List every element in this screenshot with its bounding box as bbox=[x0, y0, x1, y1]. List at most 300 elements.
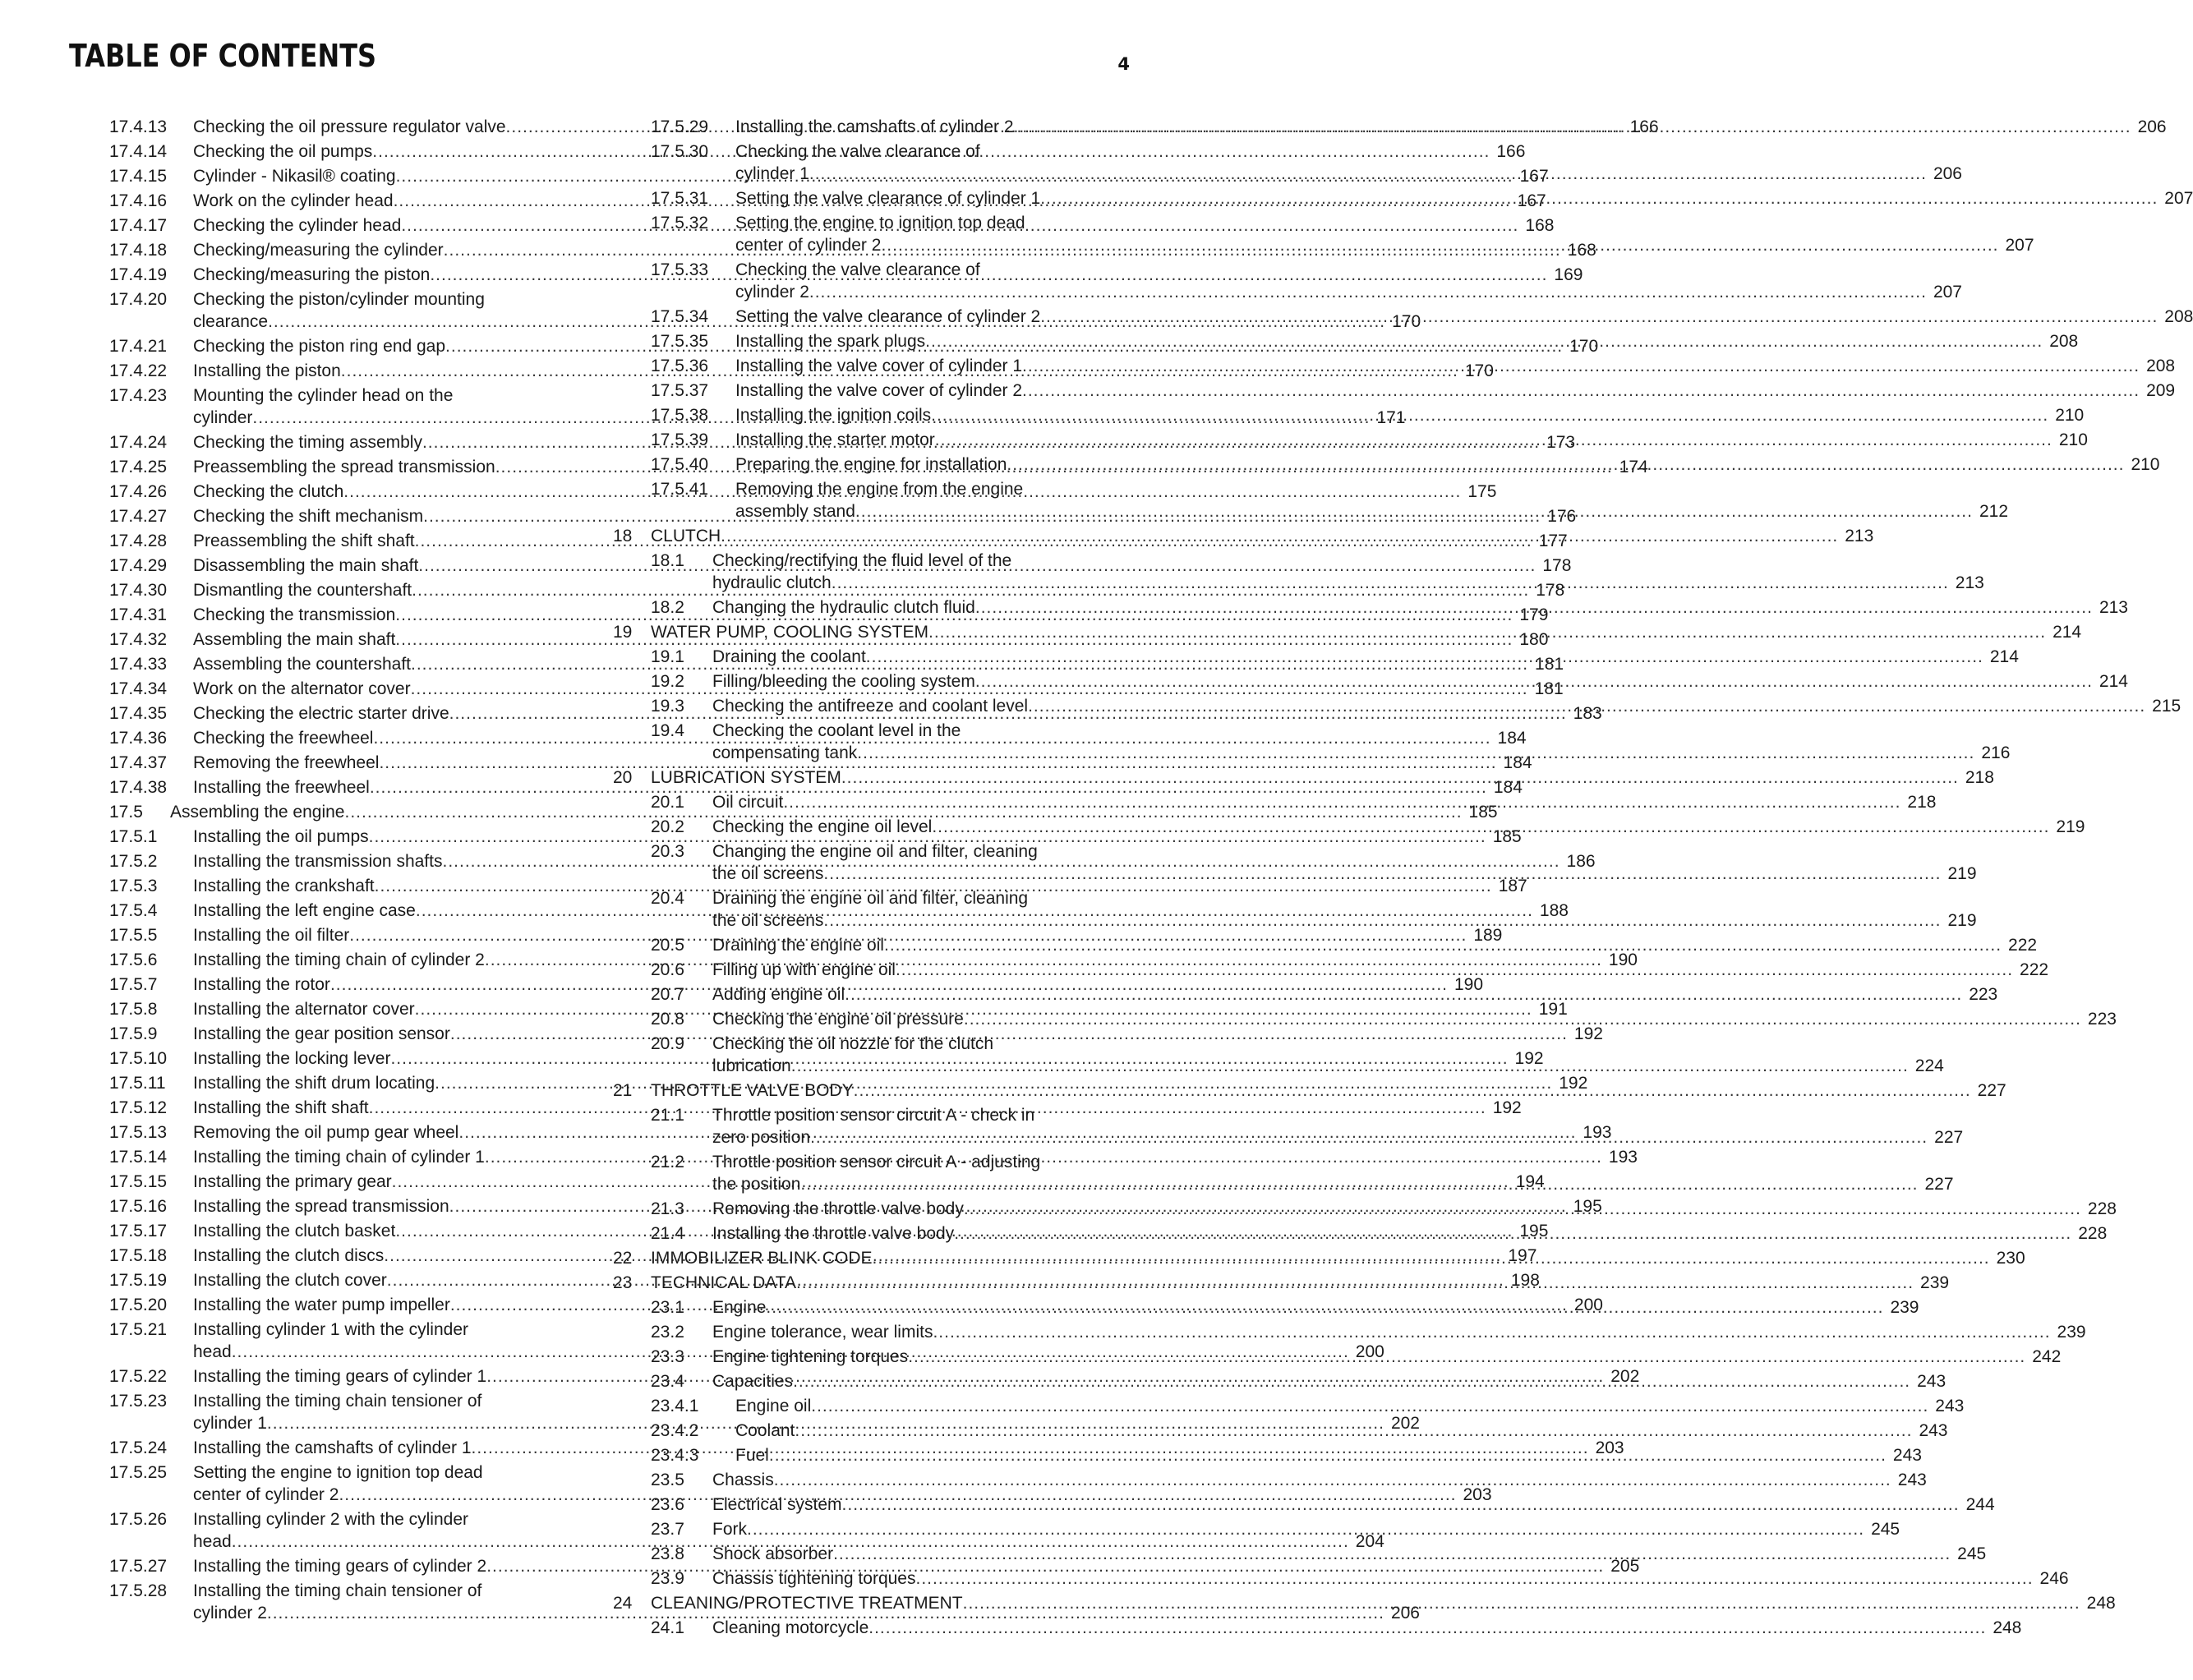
toc-entry-row bbox=[735, 1394, 1965, 1419]
toc-entry-number: 23.9 bbox=[651, 1569, 684, 1588]
toc-entry-number: 17.5.1 bbox=[109, 827, 158, 846]
toc-entry-row bbox=[712, 1320, 2086, 1345]
dot-leader bbox=[925, 329, 2043, 354]
toc-entry-page: 219 bbox=[1947, 911, 1977, 930]
toc-entry-number: 17.4.13 bbox=[109, 117, 168, 136]
toc-entry-title: Installing the left engine case bbox=[193, 901, 416, 920]
dot-leader bbox=[954, 1222, 2071, 1246]
toc-entry-page: 243 bbox=[1897, 1471, 1927, 1489]
toc-entry-title: Installing the throttle valve body bbox=[712, 1224, 955, 1243]
toc-entry-page: 248 bbox=[2086, 1594, 2116, 1613]
toc-entry-title-line: Setting the engine to ignition top dead bbox=[193, 1463, 483, 1482]
toc-entry-page: 239 bbox=[1920, 1273, 1950, 1292]
toc-entry-title-line: Throttle position sensor circuit A - adjusting bbox=[712, 1153, 1041, 1171]
toc-entry-number: 17.5.21 bbox=[109, 1320, 168, 1339]
toc-entry-page: 213 bbox=[1845, 527, 1874, 545]
toc-entry-page: 178 bbox=[1536, 581, 1565, 600]
toc-entry-number: 17.5.5 bbox=[109, 926, 158, 945]
toc-entry-body bbox=[735, 379, 2176, 403]
toc-entry[interactable] bbox=[613, 1394, 1965, 1419]
toc-entry-number: 17.5.39 bbox=[651, 430, 709, 449]
toc-entry-number: 17.5.19 bbox=[109, 1271, 168, 1290]
toc-entry-title-line: Throttle position sensor circuit A - check in bbox=[712, 1106, 1035, 1125]
toc-entry-title: Disassembling the main shaft bbox=[193, 556, 419, 575]
toc-entry-page: 169 bbox=[1554, 265, 1583, 284]
toc-entry-title: Removing the freewheel bbox=[193, 753, 380, 772]
toc-entry-page: 219 bbox=[1947, 864, 1977, 883]
toc-entry-title: Installing the water pump impeller bbox=[193, 1296, 450, 1314]
toc-entry-number: 18 bbox=[613, 527, 633, 545]
toc-entry-number: 17.5.37 bbox=[651, 381, 709, 400]
toc-entry-page: 167 bbox=[1517, 191, 1546, 210]
toc-entry-number: 17.4.34 bbox=[109, 679, 168, 698]
toc-entry-page: 204 bbox=[1355, 1532, 1384, 1551]
toc-entry-page: 218 bbox=[1907, 793, 1937, 812]
toc-entry[interactable] bbox=[613, 379, 2176, 403]
toc-entry-number: 17.4.29 bbox=[109, 556, 168, 575]
toc-entry-title: Electrical system bbox=[712, 1495, 842, 1514]
toc-entry-page: 192 bbox=[1573, 1024, 1603, 1043]
dot-leader bbox=[1022, 379, 2140, 403]
toc-entry-number: 21.1 bbox=[651, 1106, 684, 1125]
toc-entry-page: 222 bbox=[2008, 936, 2038, 955]
toc-entry-title: cylinder 1 bbox=[735, 164, 809, 183]
toc-entry-page: 243 bbox=[1935, 1397, 1965, 1415]
toc-entry-number: 17.5.13 bbox=[109, 1123, 168, 1142]
toc-entry-title: IMMOBILIZER BLINK CODE bbox=[651, 1249, 873, 1268]
toc-entry-title: Installing the timing chain of cylinder 2 bbox=[193, 950, 485, 969]
dot-leader bbox=[747, 1517, 1864, 1542]
toc-entry-title: Capacities bbox=[712, 1372, 794, 1391]
toc-entry-page: 187 bbox=[1498, 877, 1527, 895]
dot-leader bbox=[935, 428, 2052, 453]
toc-entry-page: 230 bbox=[1996, 1249, 2025, 1268]
toc-entry-row bbox=[735, 379, 2176, 403]
toc-entry-number: 17.4.21 bbox=[109, 337, 168, 356]
toc-entry-title: Coolant bbox=[735, 1421, 795, 1440]
toc-entry-page: 190 bbox=[1608, 950, 1638, 969]
toc-entry-title: Installing the spread transmission bbox=[193, 1197, 449, 1216]
dot-leader bbox=[932, 815, 2049, 840]
dot-leader bbox=[845, 983, 1962, 1007]
toc-entry-title: zero position bbox=[712, 1128, 811, 1147]
toc-entry-body bbox=[735, 1394, 1965, 1419]
page-number: 4 bbox=[1117, 54, 1130, 74]
toc-entry-page: 209 bbox=[2146, 381, 2176, 400]
toc-entry-number: 20.5 bbox=[651, 936, 684, 955]
toc-entry-title-line: Checking/rectifying the fluid level of the bbox=[712, 551, 1012, 570]
toc-entry-title: Removing the throttle valve body bbox=[712, 1199, 964, 1218]
toc-entry-page: 179 bbox=[1519, 605, 1549, 624]
toc-entry-title: TECHNICAL DATA bbox=[651, 1273, 796, 1292]
toc-entry-title: cylinder 2 bbox=[193, 1604, 267, 1622]
toc-entry-page: 203 bbox=[1463, 1485, 1492, 1504]
toc-entry-number: 17.4.37 bbox=[109, 753, 168, 772]
toc-entry-title: hydraulic clutch bbox=[712, 573, 832, 592]
dot-leader bbox=[1014, 115, 2131, 140]
toc-entry-page: 218 bbox=[1965, 768, 1994, 787]
toc-entry-number: 19.3 bbox=[651, 697, 684, 716]
toc-entry-number: 17.4.20 bbox=[109, 290, 168, 309]
toc-entry-number: 17.5.27 bbox=[109, 1557, 168, 1576]
toc-entry-number: 17.5.40 bbox=[651, 455, 709, 474]
toc-entry-page: 200 bbox=[1355, 1342, 1384, 1361]
dot-leader bbox=[857, 741, 1974, 766]
toc-entry-page: 193 bbox=[1583, 1123, 1612, 1142]
toc-entry-title: head bbox=[193, 1342, 232, 1361]
toc-entry-number: 22 bbox=[613, 1249, 633, 1268]
dot-leader bbox=[963, 1591, 2080, 1616]
toc-entry-number: 20.6 bbox=[651, 960, 684, 979]
toc-entry-title-line: Checking the valve clearance of bbox=[735, 142, 980, 161]
dot-leader bbox=[769, 1443, 1887, 1468]
toc-entry-number: 20.4 bbox=[651, 889, 684, 908]
toc-entry-page: 191 bbox=[1538, 1000, 1568, 1019]
toc-entry-body bbox=[712, 1616, 2022, 1641]
toc-entry-title-line: Setting the engine to ignition top dead bbox=[735, 214, 1025, 232]
toc-entry-title-line: Checking the oil nozzle for the clutch bbox=[712, 1034, 994, 1053]
dot-leader bbox=[796, 1271, 1914, 1296]
dot-leader bbox=[774, 1468, 1891, 1493]
toc-entry-page: 227 bbox=[1977, 1081, 2006, 1100]
toc-entry-title: Installing the oil pumps bbox=[193, 827, 369, 846]
toc-entry-page: 214 bbox=[1989, 647, 2019, 666]
toc-entry-title: CLEANING/PROTECTIVE TREATMENT bbox=[651, 1594, 963, 1613]
toc-entry-number: 20.1 bbox=[651, 793, 684, 812]
toc-entry-title: Shock absorber bbox=[712, 1544, 834, 1563]
toc-entry-number: 20.9 bbox=[651, 1034, 684, 1053]
toc-entry-page: 166 bbox=[1496, 142, 1526, 161]
toc-entry-title: Installing the rotor bbox=[193, 975, 330, 994]
toc-entry-title: Draining the engine oil bbox=[712, 936, 884, 955]
toc-entry-number: 17.4.22 bbox=[109, 361, 168, 380]
toc-entry-title: Installing the freewheel bbox=[193, 778, 370, 797]
dot-leader bbox=[721, 524, 1838, 549]
toc-entry-page: 168 bbox=[1567, 241, 1596, 260]
toc-entry-page: 200 bbox=[1573, 1296, 1603, 1314]
toc-entry-number: 17.5.22 bbox=[109, 1367, 168, 1386]
toc-entry-number: 17.4.28 bbox=[109, 532, 168, 550]
toc-entry-title: Assembling the engine bbox=[170, 803, 345, 822]
toc-entry-title: Installing the valve cover of cylinder 1 bbox=[735, 357, 1023, 375]
toc-entry-page: 207 bbox=[2005, 236, 2034, 255]
toc-entry-title: Checking/measuring the cylinder bbox=[193, 241, 444, 260]
toc-entry-page: 242 bbox=[2032, 1347, 2062, 1366]
toc-entry-title: Installing the clutch basket bbox=[193, 1222, 396, 1240]
toc-entry-title-line: Draining the engine oil and filter, cleaning bbox=[712, 889, 1029, 908]
dot-leader bbox=[928, 620, 2046, 645]
toc-entry-page: 219 bbox=[2056, 817, 2085, 836]
toc-entry-title-line: Changing the engine oil and filter, cleaning bbox=[712, 842, 1038, 861]
toc-entry-number: 17.5 bbox=[109, 803, 143, 822]
toc-entry-page: 205 bbox=[1610, 1557, 1640, 1576]
toc-entry-page: 193 bbox=[1608, 1148, 1638, 1167]
toc-entry-title: CLUTCH bbox=[651, 527, 721, 545]
toc-entry-title: Installing the starter motor bbox=[735, 430, 935, 449]
dot-leader bbox=[873, 1246, 1990, 1271]
dot-leader bbox=[832, 571, 1949, 596]
toc-entry-title: Setting the valve clearance of cylinder 2 bbox=[735, 307, 1041, 326]
toc-entry-title: Installing the clutch discs bbox=[193, 1246, 385, 1265]
toc-entry-number: 23.4.1 bbox=[651, 1397, 699, 1415]
toc-entry-page: 210 bbox=[2058, 430, 2088, 449]
toc-entry-title-line: Installing the timing chain tensioner of bbox=[193, 1581, 482, 1600]
toc-entry-number: 17.5.30 bbox=[651, 142, 709, 161]
toc-entry-number: 17.4.35 bbox=[109, 704, 168, 723]
toc-entry-page: 223 bbox=[1969, 985, 1998, 1004]
toc-entry-title: the oil screens bbox=[712, 864, 824, 883]
toc-entry-title: clearance bbox=[193, 312, 269, 331]
toc-entry-number: 17.4.27 bbox=[109, 507, 168, 526]
toc-entry-number: 17.4.19 bbox=[109, 265, 168, 284]
toc-entry-page: 214 bbox=[2052, 623, 2082, 642]
toc-entry-title: Installing the shift shaft bbox=[193, 1098, 369, 1117]
toc-entry-title: Checking the engine oil level bbox=[712, 817, 933, 836]
toc-entry-number: 17.5.34 bbox=[651, 307, 709, 326]
toc-entry-title-line: Removing the engine from the engine bbox=[735, 480, 1024, 499]
dot-leader bbox=[881, 233, 1998, 258]
toc-entry-title: assembly stand bbox=[735, 502, 855, 521]
toc-entry-title: Cylinder - Nikasil® coating bbox=[193, 167, 396, 186]
toc-entry-row bbox=[712, 1616, 2022, 1641]
toc-entry-title: Installing the oil filter bbox=[193, 926, 350, 945]
toc-entry-title: Engine tolerance, wear limits bbox=[712, 1323, 933, 1342]
toc-entry-page: 185 bbox=[1468, 803, 1498, 822]
toc-entry-number: 17.5.25 bbox=[109, 1463, 168, 1482]
toc-entry-number: 17.5.24 bbox=[109, 1438, 168, 1457]
toc-entry-title: Chassis tightening torques bbox=[712, 1569, 916, 1588]
toc-entry-title: Installing the ignition coils bbox=[735, 406, 932, 425]
dot-leader bbox=[823, 909, 1941, 933]
toc-entry-title: cylinder 1 bbox=[193, 1414, 267, 1433]
toc-entry-page: 207 bbox=[1933, 283, 1962, 301]
toc-entry-title: Installing the timing gears of cylinder 1 bbox=[193, 1367, 487, 1386]
dot-leader bbox=[810, 1125, 1928, 1150]
toc-entry-page: 213 bbox=[2099, 598, 2128, 617]
toc-entry-number: 23.4.2 bbox=[651, 1421, 699, 1440]
dot-leader bbox=[841, 766, 1959, 790]
dot-leader bbox=[1028, 694, 2145, 719]
toc-entry-number: 17.5.6 bbox=[109, 950, 158, 969]
toc-entry-number: 19.1 bbox=[651, 647, 684, 666]
dot-leader bbox=[823, 862, 1941, 886]
toc-entry-title: the position bbox=[712, 1175, 801, 1194]
toc-entry-title: Installing the crankshaft bbox=[193, 877, 375, 895]
dot-leader bbox=[783, 790, 1900, 815]
dot-leader bbox=[964, 1007, 2081, 1032]
toc-entry-page: 224 bbox=[1914, 1056, 1944, 1075]
dot-leader bbox=[1040, 186, 2158, 211]
toc-entry-number: 21 bbox=[613, 1081, 633, 1100]
dot-leader bbox=[931, 403, 2048, 428]
toc-entry-number: 23.8 bbox=[651, 1544, 684, 1563]
toc-entry-number: 23.4 bbox=[651, 1372, 684, 1391]
dot-leader bbox=[964, 1197, 2081, 1222]
toc-entry-page: 208 bbox=[2146, 357, 2176, 375]
toc-entry-page: 244 bbox=[1965, 1495, 1995, 1514]
toc-entry-number: 23 bbox=[613, 1273, 633, 1292]
toc-entry-number: 17.5.35 bbox=[651, 332, 709, 351]
toc-entry-title: compensating tank bbox=[712, 743, 858, 762]
toc-entry-page: 170 bbox=[1569, 337, 1599, 356]
toc-entry-title: Engine bbox=[712, 1298, 767, 1317]
toc-entry[interactable] bbox=[613, 1567, 2069, 1591]
toc-entry-title: Installing the timing chain of cylinder 1 bbox=[193, 1148, 485, 1167]
dot-leader bbox=[975, 596, 2093, 620]
toc-entry-number: 17.5.9 bbox=[109, 1024, 158, 1043]
toc-entry-title: Filling up with engine oil bbox=[712, 960, 896, 979]
toc-entry-title: Assembling the main shaft bbox=[193, 630, 396, 649]
toc-entry-title: cylinder bbox=[193, 408, 253, 427]
toc-entry-number: 19.2 bbox=[651, 672, 684, 691]
toc-entry-page: 210 bbox=[2131, 455, 2160, 474]
toc-entry-page: 195 bbox=[1573, 1197, 1602, 1216]
toc-entry-number: 17.5.17 bbox=[109, 1222, 168, 1240]
toc-entry-page: 166 bbox=[1629, 117, 1659, 136]
toc-entry-page: 228 bbox=[2087, 1199, 2117, 1218]
toc-entry-page: 181 bbox=[1534, 679, 1564, 698]
toc-entry-page: 245 bbox=[1957, 1544, 1987, 1563]
toc-entry-title: Installing the valve cover of cylinder 2 bbox=[735, 381, 1023, 400]
toc-entry-page: 208 bbox=[2049, 332, 2079, 351]
toc-entry-page: 181 bbox=[1535, 655, 1564, 674]
toc-entry-title: Checking the freewheel bbox=[193, 729, 374, 748]
toc-entry-page: 184 bbox=[1503, 753, 1532, 772]
toc-entry-title: center of cylinder 2 bbox=[735, 236, 882, 255]
toc-entry-page: 170 bbox=[1464, 361, 1494, 380]
toc-entry-page: 192 bbox=[1559, 1074, 1588, 1093]
toc-entry-title: Fork bbox=[712, 1520, 747, 1539]
toc-entry-number: 17.5.7 bbox=[109, 975, 158, 994]
toc-entry-title: Checking the electric starter drive bbox=[193, 704, 449, 723]
toc-entry-page: 195 bbox=[1519, 1222, 1549, 1240]
toc-entry-page: 192 bbox=[1514, 1049, 1544, 1068]
toc-entry-number: 17.4.36 bbox=[109, 729, 168, 748]
toc-entry-page: 239 bbox=[2057, 1323, 2086, 1342]
toc-entry-number: 23.5 bbox=[651, 1471, 684, 1489]
toc-entry-title: Adding engine oil bbox=[712, 985, 845, 1004]
toc-entry-number: 17.5.26 bbox=[109, 1510, 168, 1529]
toc-entry-number: 17.5.8 bbox=[109, 1000, 158, 1019]
toc-entry-title: Installing the alternator cover bbox=[193, 1000, 415, 1019]
toc-entry-title: THROTTLE VALVE BODY bbox=[651, 1081, 854, 1100]
toc-entry-number: 17.5.16 bbox=[109, 1197, 168, 1216]
toc-entry-page: 202 bbox=[1390, 1414, 1420, 1433]
toc-entry-title: Preassembling the spread transmission bbox=[193, 458, 495, 476]
toc-entry-title: Installing the transmission shafts bbox=[193, 852, 443, 871]
toc-entry-page: 215 bbox=[2152, 697, 2181, 716]
toc-entry-title-line: Installing the timing chain tensioner of bbox=[193, 1392, 482, 1411]
dot-leader bbox=[896, 958, 2013, 983]
toc-entry-page: 173 bbox=[1546, 433, 1576, 452]
toc-entry-title: Checking/measuring the piston bbox=[193, 265, 431, 284]
toc-entry-title-line: Installing cylinder 2 with the cylinder bbox=[193, 1510, 468, 1529]
toc-entry-number: 17.5.10 bbox=[109, 1049, 168, 1068]
toc-entry-page: 184 bbox=[1493, 778, 1523, 797]
toc-entry-title: Checking the timing assembly bbox=[193, 433, 422, 452]
toc-entry-title: Cleaning motorcycle bbox=[712, 1618, 869, 1637]
toc-entry-title: Installing the piston bbox=[193, 361, 341, 380]
toc-entry-title: Assembling the countershaft bbox=[193, 655, 411, 674]
toc-entry-number: 17.5.32 bbox=[651, 214, 709, 232]
toc-entry-page: 175 bbox=[1467, 482, 1497, 501]
toc-entry-title: Installing the shift drum locating bbox=[193, 1074, 435, 1093]
toc-entry-title: Oil circuit bbox=[712, 793, 784, 812]
toc-entry-page: 171 bbox=[1376, 408, 1406, 427]
toc-entry-number: 17.5.36 bbox=[651, 357, 709, 375]
toc-entry-number: 23.2 bbox=[651, 1323, 684, 1342]
toc-entry-number: 24 bbox=[613, 1594, 633, 1613]
toc-entry-number: 17.5.11 bbox=[109, 1074, 166, 1093]
toc-entry-number: 17.5.12 bbox=[109, 1098, 168, 1117]
toc-entry-number: 20 bbox=[613, 768, 633, 787]
dot-leader bbox=[791, 1054, 1909, 1079]
dot-leader bbox=[1007, 453, 2124, 477]
toc-entry-number: 17.5.18 bbox=[109, 1246, 168, 1265]
toc-entry-page: 245 bbox=[1871, 1520, 1900, 1539]
toc-entry-title: Work on the cylinder head bbox=[193, 191, 394, 210]
toc-entry-row bbox=[712, 1468, 1927, 1493]
toc-entry-title-line: Installing cylinder 1 with the cylinder bbox=[193, 1320, 468, 1339]
toc-entry-title-line: Checking the coolant level in the bbox=[712, 721, 961, 740]
toc-entry[interactable] bbox=[613, 1468, 1927, 1493]
toc-entry-page: 197 bbox=[1508, 1246, 1537, 1265]
toc-entry-page: 183 bbox=[1573, 704, 1602, 723]
toc-entry-number: 20.2 bbox=[651, 817, 684, 836]
toc-entry-title: Installing the timing gears of cylinder 2 bbox=[193, 1557, 487, 1576]
toc-entry-number: 17.5.14 bbox=[109, 1148, 168, 1167]
dot-leader bbox=[868, 1616, 1986, 1641]
toc-entry[interactable] bbox=[613, 1320, 2086, 1345]
toc-entry-title: Installing the camshafts of cylinder 1 bbox=[193, 1438, 472, 1457]
toc-entry-title: Checking the cylinder head bbox=[193, 216, 402, 235]
toc-entry-page: 178 bbox=[1542, 556, 1572, 575]
toc-entry-body bbox=[712, 1468, 1927, 1493]
toc-entry[interactable] bbox=[613, 1616, 2022, 1641]
toc-entry-number: 17.5.2 bbox=[109, 852, 158, 871]
dot-leader bbox=[855, 499, 1973, 524]
toc-entry-title: Installing the camshafts of cylinder 2 bbox=[735, 117, 1014, 136]
toc-entry-page: 223 bbox=[2087, 1010, 2117, 1029]
toc-entry-number: 20.8 bbox=[651, 1010, 684, 1029]
toc-entry-number: 20.7 bbox=[651, 985, 684, 1004]
toc-entry-title: Removing the oil pump gear wheel bbox=[193, 1123, 459, 1142]
toc-entry-title: Engine tightening torques bbox=[712, 1347, 909, 1366]
toc-entry-title-line: Checking the piston/cylinder mounting bbox=[193, 290, 485, 309]
toc-entry-number: 20.3 bbox=[651, 842, 684, 861]
toc-entry-page: 207 bbox=[2164, 189, 2193, 208]
toc-entry-body bbox=[712, 1567, 2069, 1591]
toc-entry-title: lubrication bbox=[712, 1056, 791, 1075]
toc-entry-title: Preassembling the shift shaft bbox=[193, 532, 415, 550]
toc-entry-number: 21.2 bbox=[651, 1153, 684, 1171]
dot-leader bbox=[854, 1079, 1971, 1103]
toc-entry-title: Work on the alternator cover bbox=[193, 679, 411, 698]
toc-entry-page: 190 bbox=[1454, 975, 1484, 994]
dot-leader bbox=[884, 933, 2002, 958]
toc-entry-page: 177 bbox=[1538, 532, 1568, 550]
toc-entry-number: 17.4.17 bbox=[109, 216, 168, 235]
toc-entry-number: 18.1 bbox=[651, 551, 684, 570]
toc-entry-number: 23.3 bbox=[651, 1347, 684, 1366]
toc-entry-title: Checking the clutch bbox=[193, 482, 344, 501]
toc-entry-page: 170 bbox=[1392, 312, 1421, 331]
toc-entry-title: Preparing the engine for installation bbox=[735, 455, 1007, 474]
toc-entry-page: 228 bbox=[2078, 1224, 2108, 1243]
dot-leader bbox=[795, 1419, 1912, 1443]
toc-entry-title: LUBRICATION SYSTEM bbox=[651, 768, 841, 787]
dot-leader bbox=[842, 1493, 1960, 1517]
